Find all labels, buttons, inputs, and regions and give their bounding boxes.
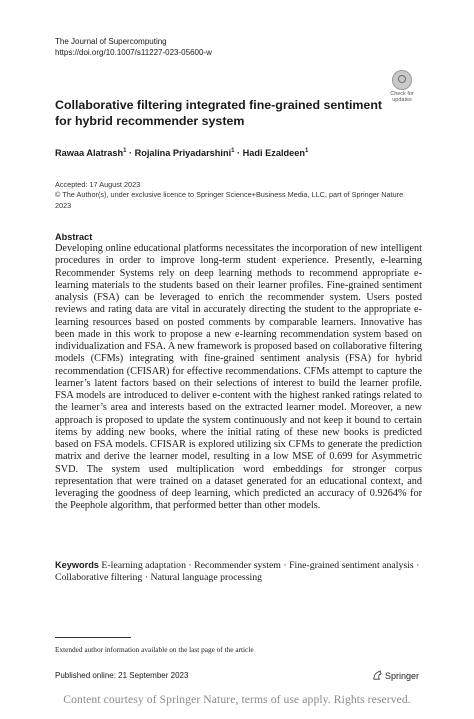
journal-header <box>55 36 212 58</box>
author-affiliation: 1 <box>231 148 235 154</box>
author-name[interactable]: Hadi Ezaldeen <box>242 148 305 159</box>
copyright-line-2: 2023 <box>55 200 72 210</box>
author-separator: · <box>237 148 241 159</box>
author-info-footnote: Extended author information available on the last page of the article <box>55 645 254 654</box>
footnote-divider <box>55 637 131 638</box>
published-date: Published online: 21 September 2023 <box>55 671 189 680</box>
check-for-updates-icon <box>392 70 412 90</box>
paper-title <box>55 97 385 129</box>
keywords-section <box>55 559 422 585</box>
keywords-label: Keywords <box>55 560 99 570</box>
check-for-updates-badge[interactable] <box>384 70 420 103</box>
accepted-date: Accepted: 17 August 2023 <box>55 180 141 189</box>
author-name[interactable]: Rojalina Priyadarshini <box>134 148 232 159</box>
author-name[interactable]: Rawaa Alatrash <box>55 148 124 159</box>
publisher-name: Springer <box>385 671 420 681</box>
doi-link[interactable]: https://doi.org/10.1007/s11227-023-05600-w <box>55 48 212 57</box>
author-list <box>55 148 308 158</box>
keywords-list: E-learning adaptation · Recommender system · Fine-grained sentiment analysis · Collaborative filtering · Natural language processing <box>55 560 420 584</box>
author-affiliation: 1 <box>123 148 127 154</box>
publisher-logo[interactable] <box>372 670 419 681</box>
copyright-line-1: © The Author(s), under exclusive licence to Springer Science+Business Media, LLC, part of Springer Nature <box>55 190 404 200</box>
title-line-2: for hybrid recommender system <box>55 114 245 128</box>
abstract-heading: Abstract <box>55 232 93 242</box>
article-metadata <box>55 180 435 211</box>
courtesy-notice: Content courtesy of Springer Nature, terms of use apply. Rights reserved. <box>63 693 411 706</box>
springer-horse-icon <box>372 670 383 681</box>
badge-line-2: updates <box>392 97 412 103</box>
author-affiliation: 1 <box>304 148 309 154</box>
abstract-text: Developing online educational platforms necessitates the incorporation of new intelligent procedures in order to improve long-term student experience. Presently, e-learning Recommender Systems rely on deep learning methods to recommend appropriate e-learning materials to the students based on their learner profiles. Fine-grained sentiment analysis (FSA) can be leveraged to enrich the recommender system. Users posted reviews and rating data are vital in accurately directing the student to the appropriate e-learning resources based on posted comments by comparable learners. Innovative has been made in this work to propose a new e-learning recommendation system based on individualization and FSA. A new framework is proposed based on collaborative filtering models (CFMs) integrating with fine-grained sentiment analysis (FSA) for hybrid recommendation (CFISAR) for effective recommendations. CFMs attempt to capture the learner’s latent factors based on their selections of interest to build the learner profile. FSA models are introduced to deliver e-content with the highest ranked ratings related to the learner’s area and interests based on the extracted learner model. Moreover, a new approach is proposed to update the system continuously and not keep it bound to certain items by adding new books, where the initial rating of these new books is predicted based on FSA models. CFISAR is explored utilizing six CFMs to generate the prediction matrix and derive the learner model, resulting in a low MSE of 0.699 for Asymmetric SVD. The system used multiplication word embeddings for stronger corpus representation that were trained on a dataset generated for an educational context, and leveraging the goodness of deep learning, which predicted an accuracy of 0.9264% for the Peephole algorithm, that performed better than other models. <box>55 243 422 512</box>
journal-name: The Journal of Supercomputing <box>55 37 167 46</box>
title-line-1: Collaborative filtering integrated fine-grained sentiment <box>55 98 383 112</box>
author-separator: · <box>129 148 133 159</box>
badge-line-1: Check for <box>390 91 414 97</box>
